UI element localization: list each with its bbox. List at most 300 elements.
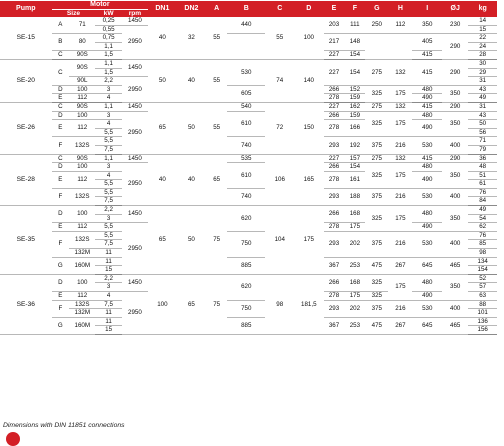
dim-i: 645 xyxy=(412,257,442,274)
dim-e: 217 xyxy=(324,34,345,51)
motor-size: 160M xyxy=(69,257,95,274)
motor-code: F xyxy=(52,137,70,154)
dim-e: 293 xyxy=(324,231,345,257)
dim-b: 750 xyxy=(227,231,265,257)
motor-code: C xyxy=(52,51,70,60)
pump-name: SE-26 xyxy=(0,102,52,154)
weight-kg: 101 xyxy=(468,309,497,318)
dim-i: 645 xyxy=(412,317,442,334)
dim-e: 367 xyxy=(324,317,345,334)
motor-rpm: 1450 xyxy=(122,17,148,25)
dim-f: 159 xyxy=(344,94,365,103)
dn1: 65 xyxy=(148,206,177,275)
dim-g: 325 xyxy=(365,85,388,102)
dn1: 100 xyxy=(148,274,177,334)
weight-kg: 57 xyxy=(468,283,497,292)
motor-rpm: 1450 xyxy=(122,154,148,163)
weight-kg: 54 xyxy=(468,214,497,223)
dim-i: 490 xyxy=(412,120,442,137)
motor-code: C xyxy=(52,102,70,111)
dim-b: 605 xyxy=(227,85,265,102)
header-pump: Pump xyxy=(0,1,52,17)
motor-rpm: 1450 xyxy=(122,274,148,291)
motor-kw: 3 xyxy=(95,85,121,94)
motor-code: B xyxy=(52,34,70,51)
weight-kg: 62 xyxy=(468,223,497,232)
dim-b: 620 xyxy=(227,206,265,232)
dim-b: 530 xyxy=(227,59,265,85)
weight-kg: 134 xyxy=(468,257,497,266)
dim-i: 490 xyxy=(412,94,442,103)
dim-h: 132 xyxy=(388,154,412,163)
dim-e: 278 xyxy=(324,292,345,301)
dim-f: 202 xyxy=(344,300,365,317)
dn2: 32 xyxy=(177,17,207,59)
weight-kg: 50 xyxy=(468,120,497,129)
dim-e: 278 xyxy=(324,223,345,232)
dn2: 65 xyxy=(177,274,207,334)
dim-g: 475 xyxy=(365,317,388,334)
dim-i: 490 xyxy=(412,292,442,301)
motor-kw: 11 xyxy=(95,317,121,326)
pump-name: SE-36 xyxy=(0,274,52,334)
weight-kg: 79 xyxy=(468,145,497,154)
motor-kw: 5,5 xyxy=(95,137,121,146)
dim-c: 72 xyxy=(265,102,294,154)
motor-size: 100 xyxy=(69,274,95,291)
weight-kg: 52 xyxy=(468,274,497,283)
dim-i: 415 xyxy=(412,51,442,60)
dim-i: 480 xyxy=(412,274,442,291)
dim-oj: 400 xyxy=(442,137,468,154)
dim-c: 98 xyxy=(265,274,294,334)
dn2: 50 xyxy=(177,102,207,154)
header-kg: kg xyxy=(468,1,497,17)
dim-i: 415 xyxy=(412,59,442,85)
dim-a: 55 xyxy=(206,102,227,154)
weight-kg: 156 xyxy=(468,326,497,335)
dim-h: 175 xyxy=(388,163,412,189)
motor-kw: 5,5 xyxy=(95,188,121,197)
motor-kw: 2,2 xyxy=(95,274,121,283)
dim-f: 157 xyxy=(344,154,365,163)
weight-kg: 36 xyxy=(468,154,497,163)
motor-size: 90S xyxy=(69,51,95,60)
motor-kw: 4 xyxy=(95,120,121,129)
dim-i: 530 xyxy=(412,188,442,205)
motor-code: E xyxy=(52,120,70,137)
dim-oj: 230 xyxy=(442,17,468,34)
dim-oj: 350 xyxy=(442,85,468,102)
motor-kw: 11 xyxy=(95,249,121,258)
dim-i: 415 xyxy=(412,102,442,111)
dim-d: 181,5 xyxy=(294,274,324,334)
dim-e: 293 xyxy=(324,137,345,154)
dim-e: 266 xyxy=(324,111,345,120)
dim-c: 55 xyxy=(265,17,294,59)
header-dn2: DN2 xyxy=(177,1,207,17)
motor-kw: 3 xyxy=(95,163,121,172)
motor-kw: 15 xyxy=(95,266,121,275)
motor-code: C xyxy=(52,59,70,85)
dim-a: 55 xyxy=(206,17,227,59)
weight-kg: 31 xyxy=(468,102,497,111)
motor-kw: 0,25 xyxy=(95,17,121,25)
motor-kw: 2,2 xyxy=(95,206,121,215)
dim-f: 154 xyxy=(344,163,365,172)
dim-f: 188 xyxy=(344,188,365,205)
dim-e: 266 xyxy=(324,85,345,94)
dim-f: 175 xyxy=(344,292,365,301)
motor-rpm: 2950 xyxy=(122,163,148,206)
dim-a: 55 xyxy=(206,59,227,102)
dim-h: 175 xyxy=(388,85,412,102)
dim-h: 175 xyxy=(388,274,412,300)
motor-code: D xyxy=(52,206,70,223)
dim-i: 530 xyxy=(412,137,442,154)
pump-name: SE-15 xyxy=(0,17,52,59)
dim-oj: 465 xyxy=(442,317,468,334)
dim-i: 480 xyxy=(412,85,442,94)
weight-kg: 15 xyxy=(468,25,497,34)
dim-e: 293 xyxy=(324,300,345,317)
header-g: G xyxy=(365,1,388,17)
motor-code: E xyxy=(52,223,70,232)
dim-oj: 290 xyxy=(442,59,468,85)
dim-oj: 400 xyxy=(442,300,468,317)
motor-kw: 3 xyxy=(95,283,121,292)
motor-size: 90S xyxy=(69,154,95,163)
weight-kg: 48 xyxy=(468,163,497,172)
motor-rpm: 2950 xyxy=(122,223,148,275)
header-d: D xyxy=(294,1,324,17)
weight-kg: 76 xyxy=(468,231,497,240)
dim-oj: 290 xyxy=(442,34,468,60)
weight-kg: 56 xyxy=(468,128,497,137)
motor-kw: 0,75 xyxy=(95,34,121,43)
motor-code: F xyxy=(52,300,70,317)
motor-size: 100 xyxy=(69,111,95,120)
motor-size: 100 xyxy=(69,206,95,223)
dim-i: 490 xyxy=(412,171,442,188)
motor-kw: 5,5 xyxy=(95,223,121,232)
motor-size: 132S xyxy=(69,188,95,205)
dim-e: 203 xyxy=(324,17,345,34)
motor-size: 90S xyxy=(69,102,95,111)
motor-size: 132M xyxy=(69,309,95,318)
motor-size: 112 xyxy=(69,94,95,103)
dim-a: 65 xyxy=(206,154,227,206)
motor-size: 132S xyxy=(69,300,95,309)
dim-g: 325 xyxy=(365,206,388,232)
motor-size: 112 xyxy=(69,292,95,301)
dim-g: 375 xyxy=(365,137,388,154)
motor-size: 90L xyxy=(69,77,95,86)
dim-b: 740 xyxy=(227,188,265,205)
weight-kg: 22 xyxy=(468,34,497,43)
dim-oj: 400 xyxy=(442,231,468,257)
motor-code: A xyxy=(52,17,70,34)
header-kw: kW xyxy=(95,10,121,18)
dim-i: 405 xyxy=(412,34,442,51)
dim-e: 278 xyxy=(324,171,345,188)
dim-h: 267 xyxy=(388,257,412,274)
motor-code: G xyxy=(52,317,70,334)
pump-name: SE-28 xyxy=(0,154,52,206)
dim-g: 375 xyxy=(365,300,388,317)
dim-i: 530 xyxy=(412,231,442,257)
motor-rpm: 1450 xyxy=(122,102,148,111)
header-rpm: rpm xyxy=(122,10,148,18)
dim-h: 175 xyxy=(388,206,412,232)
motor-size: 132S xyxy=(69,137,95,154)
dim-b: 610 xyxy=(227,163,265,189)
dim-i: 530 xyxy=(412,300,442,317)
dim-h: 112 xyxy=(388,17,412,34)
dim-e: 293 xyxy=(324,188,345,205)
motor-kw: 11 xyxy=(95,257,121,266)
footnote: Dimensions with DIN 11851 connections xyxy=(3,422,125,429)
dim-f: 111 xyxy=(344,17,365,34)
header-motor: Motor xyxy=(52,1,149,10)
table-body xyxy=(0,17,497,334)
motor-code: E xyxy=(52,94,70,103)
dim-e: 367 xyxy=(324,257,345,274)
motor-size: 112 xyxy=(69,171,95,188)
weight-kg: 49 xyxy=(468,206,497,215)
motor-kw: 1,1 xyxy=(95,59,121,68)
dim-g: 475 xyxy=(365,257,388,274)
header-f: F xyxy=(344,1,365,17)
dim-b: 885 xyxy=(227,257,265,274)
motor-size: 160M xyxy=(69,317,95,334)
dim-f: 152 xyxy=(344,85,365,94)
dim-e: 227 xyxy=(324,102,345,111)
dim-g: 375 xyxy=(365,188,388,205)
dim-g: 325 xyxy=(365,163,388,189)
motor-kw: 1,5 xyxy=(95,68,121,77)
dim-h: 216 xyxy=(388,300,412,317)
motor-code: D xyxy=(52,274,70,291)
dim-f: 162 xyxy=(344,102,365,111)
dim-f: 202 xyxy=(344,231,365,257)
dim-g: 250 xyxy=(365,17,388,34)
motor-code: C xyxy=(52,154,70,163)
dim-f: 168 xyxy=(344,206,365,223)
dn2: 40 xyxy=(177,154,207,206)
header-c: C xyxy=(265,1,294,17)
dim-d: 100 xyxy=(294,17,324,59)
dim-g: 325 xyxy=(365,292,388,301)
weight-kg: 61 xyxy=(468,180,497,189)
dim-e: 278 xyxy=(324,94,345,103)
motor-kw: 5,5 xyxy=(95,180,121,189)
dim-d: 140 xyxy=(294,59,324,102)
dim-h: 216 xyxy=(388,137,412,154)
dim-h: 132 xyxy=(388,102,412,111)
dim-oj: 350 xyxy=(442,274,468,300)
motor-code: D xyxy=(52,85,70,94)
motor-kw: 4 xyxy=(95,94,121,103)
weight-kg: 43 xyxy=(468,111,497,120)
dim-i: 490 xyxy=(412,223,442,232)
dim-g xyxy=(365,34,388,60)
dim-h xyxy=(388,34,412,60)
dim-i: 415 xyxy=(412,154,442,163)
dim-b: 440 xyxy=(227,17,265,34)
motor-code: E xyxy=(52,171,70,188)
dim-b: 885 xyxy=(227,317,265,334)
motor-size: 132M xyxy=(69,249,95,258)
dim-f: 253 xyxy=(344,317,365,334)
dim-oj: 350 xyxy=(442,111,468,137)
motor-kw: 4 xyxy=(95,292,121,301)
dim-i: 480 xyxy=(412,163,442,172)
brand-logo-icon xyxy=(6,432,20,446)
weight-kg: 154 xyxy=(468,266,497,275)
motor-size: 71 xyxy=(69,17,95,34)
dn1: 40 xyxy=(148,154,177,206)
header-size: Size xyxy=(52,10,96,18)
motor-kw: 15 xyxy=(95,326,121,335)
dim-g: 275 xyxy=(365,154,388,163)
motor-kw: 1,5 xyxy=(95,51,121,60)
motor-rpm: 2950 xyxy=(122,77,148,103)
motor-kw: 3 xyxy=(95,214,121,223)
dim-g: 325 xyxy=(365,111,388,137)
dim-e: 266 xyxy=(324,206,345,223)
motor-rpm: 1450 xyxy=(122,59,148,76)
header-oj: ØJ xyxy=(442,1,468,17)
motor-code: D xyxy=(52,111,70,120)
motor-kw: 7,5 xyxy=(95,240,121,249)
dim-h: 216 xyxy=(388,188,412,205)
dim-h: 216 xyxy=(388,231,412,257)
dim-a: 75 xyxy=(206,206,227,275)
dn1: 50 xyxy=(148,59,177,102)
dim-e: 227 xyxy=(324,51,345,60)
dim-oj: 290 xyxy=(442,154,468,163)
dim-f: 161 xyxy=(344,171,365,188)
motor-rpm: 2950 xyxy=(122,111,148,154)
motor-kw: 2,2 xyxy=(95,77,121,86)
header-b: B xyxy=(227,1,265,17)
dim-f: 148 xyxy=(344,34,365,51)
dim-f: 168 xyxy=(344,274,365,291)
header-h: H xyxy=(388,1,412,17)
dim-f: 253 xyxy=(344,257,365,274)
weight-kg: 85 xyxy=(468,240,497,249)
motor-kw: 4 xyxy=(95,171,121,180)
dim-b: 610 xyxy=(227,111,265,137)
weight-kg: 63 xyxy=(468,292,497,301)
weight-kg: 30 xyxy=(468,59,497,68)
motor-kw: 7,5 xyxy=(95,197,121,206)
dimensions-table xyxy=(0,1,497,335)
weight-kg: 136 xyxy=(468,317,497,326)
dim-oj: 350 xyxy=(442,206,468,232)
dim-h: 175 xyxy=(388,111,412,137)
motor-rpm: 2950 xyxy=(122,292,148,335)
dim-d: 165 xyxy=(294,154,324,206)
dim-oj: 465 xyxy=(442,257,468,274)
motor-code: F xyxy=(52,231,70,257)
pump-name: SE-20 xyxy=(0,59,52,102)
weight-kg: 76 xyxy=(468,188,497,197)
table-header xyxy=(0,1,497,17)
pump-name: SE-35 xyxy=(0,206,52,275)
header-i: I xyxy=(412,1,442,17)
dim-b: 750 xyxy=(227,300,265,317)
motor-kw: 7,5 xyxy=(95,300,121,309)
motor-size: 112 xyxy=(69,120,95,137)
dim-h: 132 xyxy=(388,59,412,85)
dim-oj: 400 xyxy=(442,188,468,205)
weight-kg: 84 xyxy=(468,197,497,206)
dim-b: 740 xyxy=(227,137,265,154)
motor-kw: 3 xyxy=(95,111,121,120)
dim-g: 275 xyxy=(365,59,388,85)
dim-oj: 350 xyxy=(442,163,468,189)
dim-g: 275 xyxy=(365,102,388,111)
motor-rpm: 1450 xyxy=(122,206,148,223)
motor-kw: 1,1 xyxy=(95,42,121,51)
dim-c: 104 xyxy=(265,206,294,275)
dim-f: 175 xyxy=(344,223,365,232)
weight-kg: 51 xyxy=(468,171,497,180)
dim-i: 480 xyxy=(412,206,442,223)
weight-kg: 43 xyxy=(468,85,497,94)
dim-g: 325 xyxy=(365,274,388,291)
weight-kg: 49 xyxy=(468,94,497,103)
weight-kg: 28 xyxy=(468,51,497,60)
dim-c: 74 xyxy=(265,59,294,102)
dim-e: 227 xyxy=(324,59,345,85)
motor-kw: 7,5 xyxy=(95,145,121,154)
dim-b: 540 xyxy=(227,102,265,111)
dim-a: 75 xyxy=(206,274,227,334)
motor-code: E xyxy=(52,292,70,301)
motor-size: 100 xyxy=(69,85,95,94)
dim-g: 375 xyxy=(365,231,388,257)
motor-code: D xyxy=(52,163,70,172)
weight-kg: 71 xyxy=(468,137,497,146)
weight-kg: 29 xyxy=(468,68,497,77)
dim-oj: 290 xyxy=(442,102,468,111)
dim-f: 154 xyxy=(344,51,365,60)
dim-d: 150 xyxy=(294,102,324,154)
weight-kg: 24 xyxy=(468,42,497,51)
dim-e: 266 xyxy=(324,163,345,172)
dim-b: 620 xyxy=(227,274,265,300)
motor-kw: 5,5 xyxy=(95,231,121,240)
motor-size: 112 xyxy=(69,223,95,232)
motor-size: 80 xyxy=(69,34,95,51)
motor-kw: 1,1 xyxy=(95,102,121,111)
motor-kw: 1,1 xyxy=(95,154,121,163)
dim-e: 278 xyxy=(324,120,345,137)
header-dn1: DN1 xyxy=(148,1,177,17)
weight-kg: 14 xyxy=(468,17,497,25)
dim-f: 166 xyxy=(344,120,365,137)
motor-size: 100 xyxy=(69,163,95,172)
dim-b xyxy=(227,34,265,60)
dim-b: 535 xyxy=(227,154,265,163)
dim-f: 192 xyxy=(344,137,365,154)
motor-rpm: 2950 xyxy=(122,25,148,59)
header-a: A xyxy=(206,1,227,17)
dim-f: 159 xyxy=(344,111,365,120)
